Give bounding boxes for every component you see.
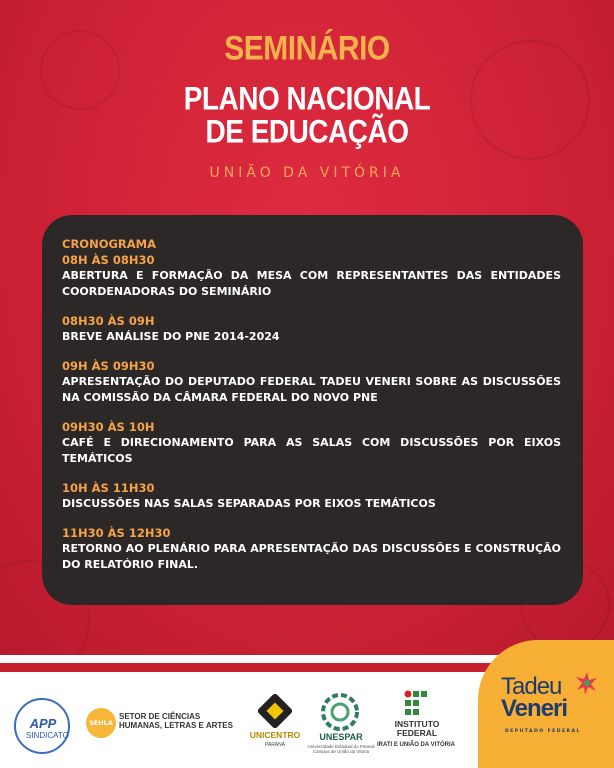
schedule-time: 11H30 ÀS 12H30	[62, 526, 171, 540]
schedule-time: 09H30 ÀS 10H	[62, 420, 155, 434]
app-logo-name: APP	[29, 716, 57, 731]
schedule-item	[62, 313, 561, 345]
schedule-time: 08H ÀS 08H30	[62, 253, 155, 267]
schedule-card	[42, 215, 583, 605]
unicentro-logo-name: UNICENTRO	[249, 730, 301, 740]
unespar-logo-icon	[318, 692, 362, 732]
tadeu-role: DEPUTADO FEDERAL	[505, 729, 581, 734]
unespar-logo-sub: Universidade Estadual do Paraná Campus de União da Vitória	[307, 744, 375, 754]
schedule-item	[62, 525, 561, 573]
event-city: UNIÃO DA VITÓRIA	[209, 165, 405, 181]
app-logo-sub: SINDICATO	[26, 731, 69, 740]
sehla-logo-text: SETOR DE CIÊNCIAS HUMANAS, LETRAS E ARTES	[119, 712, 233, 730]
schedule-item	[62, 419, 561, 467]
ifpr-logo-icon	[404, 690, 428, 718]
unicentro-logo-sub: PARANÁ	[264, 742, 286, 748]
event-type: SEMINÁRIO	[224, 29, 390, 68]
sehla-logo-icon: SEHLA	[86, 708, 116, 738]
schedule-description: APRESENTAÇÃO DO DEPUTADO FEDERAL TADEU VENERI SOBRE AS DISCUSSÕES NA COMISSÃO DA CÂMARA FEDERAL DO NOVO PNE	[62, 375, 561, 404]
schedule-item	[62, 252, 561, 300]
event-title-line2: DE EDUCAÇÃO	[205, 113, 409, 150]
star-icon	[574, 670, 600, 696]
tadeu-first-name: Tadeu	[501, 673, 562, 700]
schedule-item	[62, 480, 561, 512]
event-title-line1: PLANO NACIONAL	[183, 80, 431, 117]
ifpr-logo-name: INSTITUTO FEDERAL	[394, 719, 440, 738]
schedule-item	[62, 358, 561, 406]
unespar-logo-name: UNESPAR	[319, 732, 363, 742]
schedule-description: DISCUSSÕES NAS SALAS SEPARADAS POR EIXOS TEMÁTICOS	[62, 497, 436, 510]
schedule-time: 08H30 ÀS 09H	[62, 314, 155, 328]
schedule-heading: CRONOGRAMA	[62, 237, 157, 251]
tadeu-last-name: Veneri	[501, 695, 568, 722]
schedule-time: 10H ÀS 11H30	[62, 481, 155, 495]
ifpr-logo-sub: IRATI E UNIÃO DA VITÓRIA	[377, 742, 455, 748]
schedule-time: 09H ÀS 09H30	[62, 359, 155, 373]
schedule-description: BREVE ANÁLISE DO PNE 2014-2024	[62, 330, 280, 343]
unicentro-logo-icon	[257, 693, 294, 730]
schedule-description: ABERTURA E FORMAÇÃO DA MESA COM REPRESENTANTES DAS ENTIDADES COORDENADORAS DO SEMINÁRIO	[62, 269, 561, 298]
app-sindicato-logo	[14, 698, 70, 754]
schedule-description: CAFÉ E DIRECIONAMENTO PARA AS SALAS COM DISCUSSÕES POR EIXOS TEMÁTICOS	[62, 436, 561, 465]
schedule-description: RETORNO AO PLENÁRIO PARA APRESENTAÇÃO DAS DISCUSSÕES E CONSTRUÇÃO DO RELATÓRIO FINAL.	[62, 542, 561, 571]
